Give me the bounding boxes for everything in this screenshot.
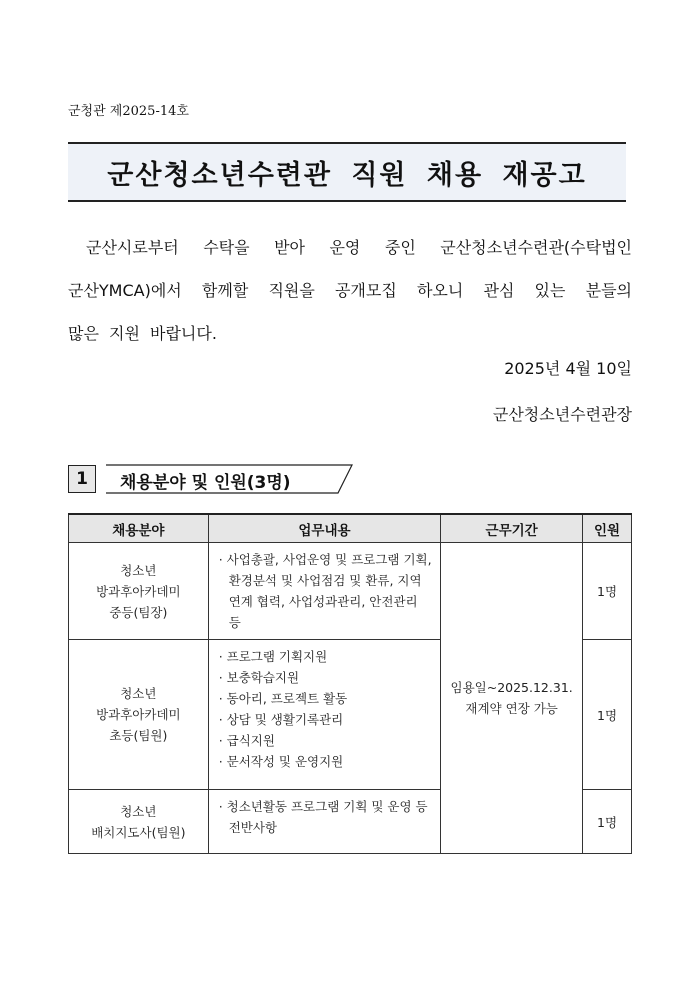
- announcement-body: [68, 226, 632, 355]
- duty-item: · 청소년활동 프로그램 기획 및 운영 등 전반사항: [218, 799, 428, 835]
- duty-item: · 급식지원: [218, 733, 275, 748]
- field-line: 청소년: [120, 803, 157, 819]
- table-header-row: [69, 514, 632, 543]
- body-line: 많은 지원 바랍니다.: [68, 324, 217, 343]
- field-cell: [69, 543, 209, 640]
- body-line: 군산시로부터 수탁을 받아 운영 중인 군산청소년수련관(수탁법인: [86, 238, 632, 257]
- page-title: 군산청소년수련관 직원 채용 재공고: [107, 159, 587, 191]
- duties-cell: [208, 790, 441, 854]
- period-line: 재계약 연장 가능: [465, 701, 558, 716]
- header-period: 근무기간: [441, 514, 583, 543]
- section-title-box: [106, 464, 356, 494]
- field-line: 청소년: [120, 686, 157, 701]
- section-title: 채용분야 및 인원(3명): [120, 473, 291, 493]
- duty-item: · 문서작성 및 운영지원: [218, 754, 344, 769]
- field-line: 청소년: [120, 562, 157, 578]
- title-banner: [68, 142, 626, 202]
- duties-cell: [208, 640, 441, 790]
- field-line: 중등(팀장): [109, 604, 168, 620]
- recruitment-table: [68, 513, 632, 854]
- header-duties: 업무내용: [208, 514, 441, 543]
- duty-item: · 보충학습지원: [218, 670, 300, 685]
- signer-name: 군산청소년수련관장: [492, 405, 632, 424]
- count-cell: 1명: [583, 543, 632, 640]
- duty-item: · 상담 및 생활기록관리: [218, 712, 344, 727]
- header-count: 인원: [583, 514, 632, 543]
- duty-item: · 사업총괄, 사업운영 및 프로그램 기획, 환경분석 및 사업점검 및 환류, 지역연계 협력, 사업성과관리, 안전관리 등: [218, 552, 432, 630]
- count-cell: 1명: [583, 790, 632, 854]
- field-line: 배치지도사(팀원): [91, 824, 186, 840]
- period-cell: [441, 543, 583, 854]
- header-field: 채용분야: [69, 514, 209, 543]
- document-number: 군청관 제2025-14호: [68, 104, 189, 119]
- field-line: 초등(팀원): [109, 728, 168, 743]
- field-cell: [69, 640, 209, 790]
- duty-item: · 프로그램 기획지원: [218, 649, 328, 664]
- duty-item: · 동아리, 프로젝트 활동: [218, 691, 348, 706]
- table-row: [69, 543, 632, 640]
- field-line: 방과후아카데미: [96, 707, 181, 722]
- duties-cell: [208, 543, 441, 640]
- field-line: 방과후아카데미: [96, 583, 181, 599]
- section-heading: [68, 464, 356, 494]
- period-line: 임용일~2025.12.31.: [450, 680, 573, 695]
- section-number: 1: [68, 465, 96, 493]
- body-line: 군산YMCA)에서 함께할 직원을 공개모집 하오니 관심 있는 분들의: [68, 281, 632, 300]
- field-cell: [69, 790, 209, 854]
- announcement-date: 2025년 4월 10일: [504, 359, 632, 378]
- count-cell: 1명: [583, 640, 632, 790]
